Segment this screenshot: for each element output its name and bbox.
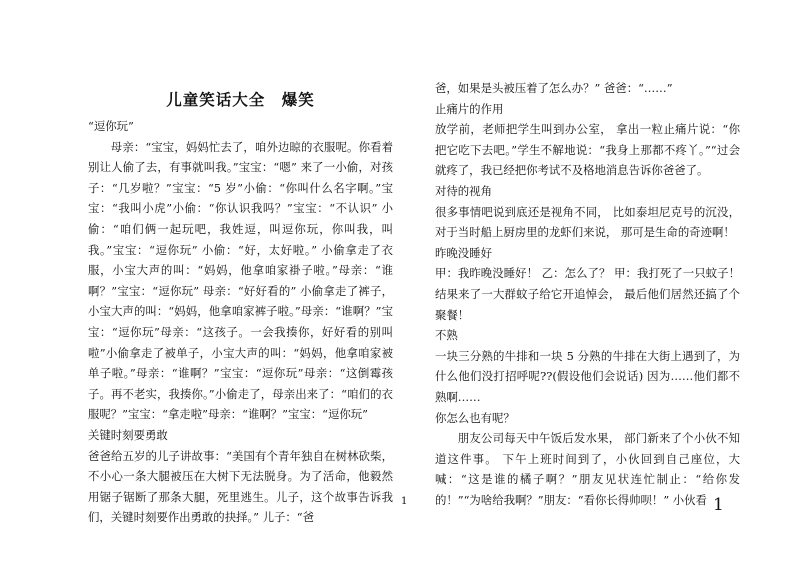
joke-body-not-familiar: 一块三分熟的牛排和一块 5 分熟的牛排在大街上遇到了，为什么他们没打招呼呢??(假设他们会说话) 因为……他们都不熟啊…… xyxy=(435,348,740,404)
right-column xyxy=(435,78,740,510)
document-title: 儿童笑话大全 爆笑 xyxy=(166,91,315,109)
left-column xyxy=(88,88,393,528)
joke-body-painkiller: 放学前，老师把学生叫到办公室， 拿出一粒止痛片说：“你把它吃下去吧。”学生不解地说：“我身上那都不疼丫。”“过会就疼了，我已经把你考试不及格地消息告诉你爸爸了。 xyxy=(435,122,740,178)
joke-title-perspective: 对待的视角 xyxy=(435,183,492,198)
joke-body-no-sleep: 甲：我昨晚没睡好！ 乙：怎么了？ 甲：我打死了一只蚊子！ 结果来了一大群蚊子给它开追悼会， 最后他们居然还搞了个聚餐！ xyxy=(435,266,740,322)
page-number-footer: 1 xyxy=(401,496,408,507)
joke-title-why-you-too: 你怎么也有呢？ xyxy=(435,410,515,425)
page-number-corner: 1 xyxy=(713,495,724,515)
joke-title-brave: 关键时刻要勇敢 xyxy=(88,427,168,442)
joke-title-not-familiar: 不熟 xyxy=(435,328,458,343)
joke-body-perspective: 很多事情吧说到底还是视角不同， 比如泰坦尼克号的沉没， 对于当时船上厨房里的龙虾们来说， 那可是生命的奇迹啊！ xyxy=(435,204,740,240)
joke-title-douniwan: “逗你玩” xyxy=(88,119,134,133)
joke-body-brave-continued: 爸，如果是头被压着了怎么办？” 爸爸：“……” xyxy=(435,81,673,95)
joke-title-painkiller: 止痛片的作用 xyxy=(435,101,504,116)
joke-title-no-sleep: 昨晚没睡好 xyxy=(435,245,492,260)
joke-body-brave: 爸爸给五岁的儿子讲故事：“美国有个青年独自在树林砍柴，不小心一条大腿被压在大树下无法脱身。为了活命，他毅然用锯子锯断了那条大腿，死里逃生。儿子，这个故事告诉我们，关键时刻要作出勇敢的抉择。” 儿子：“爸 xyxy=(88,448,393,525)
joke-body-why-you-too: 朋友公司每天中午饭后发水果， 部门新来了个小伙不知道这件事。 下午上班时间到了，小伙回到自己座位，大喊：“这是谁的橘子啊？”朋友见状连忙制止：“给你发的！”“为啥给我啊？”朋友：“看你长得帅呗！” 小伙看 xyxy=(435,431,740,507)
joke-body-douniwan: 母亲：“宝宝，妈妈忙去了，咱外边晾的衣服呢。你看着别让人偷了去，有事就叫我。”宝宝：“嗯” 来了一小偷，对孩子：“几岁啦？”宝宝：“5 岁”小偷：“你叫什么名字啊。”宝宝：“我叫小虎”小偷：“你认识我吗？”宝宝：“不认识” 小偷：“咱们俩一起玩吧，我姓逗，叫逗你玩，你叫我，叫我。”宝宝：“逗你玩” 小偷：“好，太好啦。” 小偷拿走了衣服，小宝大声的叫：“妈妈，他拿咱家褂子啦。”母亲：“谁啊？”宝宝：“逗你玩” 母亲：“好好看的” 小偷拿走了裤子，小宝大声的叫：“妈妈，他拿咱家裤子啦。”母亲：“谁啊？”宝宝：“逗你玩”母亲：“这孩子。一会我揍你，好好看的别叫啦”小偷拿走了被单子，小宝大声的叫：“妈妈，他拿咱家被单子啦。”母亲：“谁啊？”宝宝：“逗你玩”母亲：“这倒霉孩子。再不老实，我揍你。”小偷走了，母亲出来了：“咱们的衣服呢？”宝宝：“拿走啦”母亲：“谁啊？”宝宝：“逗你玩” xyxy=(88,139,393,422)
